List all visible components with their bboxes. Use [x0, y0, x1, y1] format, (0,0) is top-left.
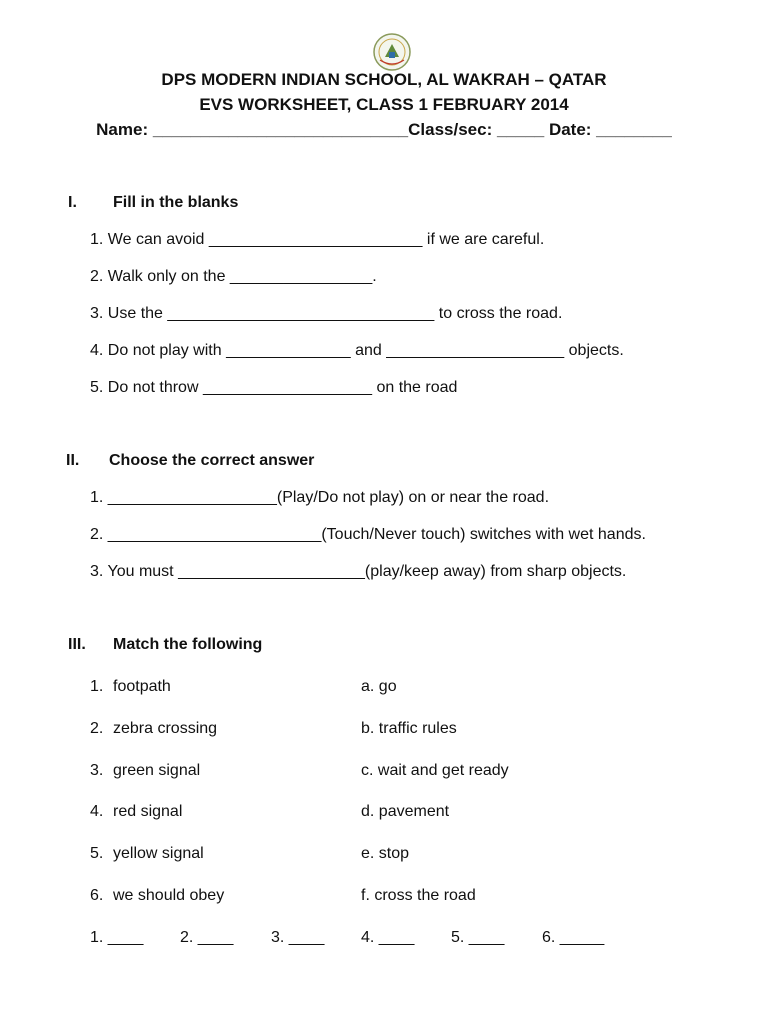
- match-item-number: 5.: [90, 845, 104, 862]
- match-item-right: c. wait and get ready: [361, 762, 509, 779]
- school-logo-icon: [372, 32, 412, 72]
- match-item-left: footpath: [113, 678, 171, 695]
- fill-blank-item: 1. We can avoid ________________________ if we are careful.: [90, 231, 545, 248]
- match-answer-blank: 2. ____: [180, 929, 234, 946]
- section-title: Fill in the blanks: [113, 194, 239, 211]
- match-answer-blank: 3. ____: [271, 929, 325, 946]
- match-item-left: red signal: [113, 803, 183, 820]
- match-item-left: zebra crossing: [113, 720, 218, 737]
- choose-answer-item: 2. ________________________(Touch/Never touch) switches with wet hands.: [90, 526, 646, 543]
- match-item-right: b. traffic rules: [361, 720, 457, 737]
- fill-blank-item: 4. Do not play with ______________ and ____________________ objects.: [90, 342, 624, 359]
- match-item-left: yellow signal: [113, 845, 204, 862]
- match-item-left: we should obey: [113, 887, 225, 904]
- section-title: Match the following: [113, 636, 263, 653]
- match-answer-blank: 6. _____: [542, 929, 605, 946]
- student-info-line: Name: ___________________________Class/sec: _____ Date: ________: [96, 120, 672, 139]
- match-answer-blank: 5. ____: [451, 929, 505, 946]
- match-item-number: 4.: [90, 803, 104, 820]
- choose-answer-item: 1. ___________________(Play/Do not play) on or near the road.: [90, 489, 550, 506]
- match-item-number: 1.: [90, 678, 104, 695]
- match-item-right: a. go: [361, 678, 397, 695]
- match-item-right: f. cross the road: [361, 887, 476, 904]
- match-item-left: green signal: [113, 762, 201, 779]
- match-item-number: 6.: [90, 887, 104, 904]
- fill-blank-item: 2. Walk only on the ________________.: [90, 268, 377, 285]
- match-item-number: 3.: [90, 762, 104, 779]
- school-name: DPS MODERN INDIAN SCHOOL, AL WAKRAH – QATAR: [161, 70, 607, 89]
- worksheet-title: EVS WORKSHEET, CLASS 1 FEBRUARY 2014: [199, 95, 569, 114]
- section-number: I.: [68, 194, 77, 211]
- match-item-right: e. stop: [361, 845, 410, 862]
- match-answer-blank: 4. ____: [361, 929, 415, 946]
- match-item-number: 2.: [90, 720, 104, 737]
- fill-blank-item: 3. Use the ______________________________ to cross the road.: [90, 305, 563, 322]
- match-answer-blank: 1. ____: [90, 929, 144, 946]
- choose-answer-item: 3. You must _____________________(play/keep away) from sharp objects.: [90, 563, 627, 580]
- section-number: III.: [68, 636, 86, 653]
- section-number: II.: [66, 452, 80, 469]
- match-item-right: d. pavement: [361, 803, 450, 820]
- fill-blank-item: 5. Do not throw ___________________ on the road: [90, 379, 458, 396]
- section-title: Choose the correct answer: [109, 452, 315, 469]
